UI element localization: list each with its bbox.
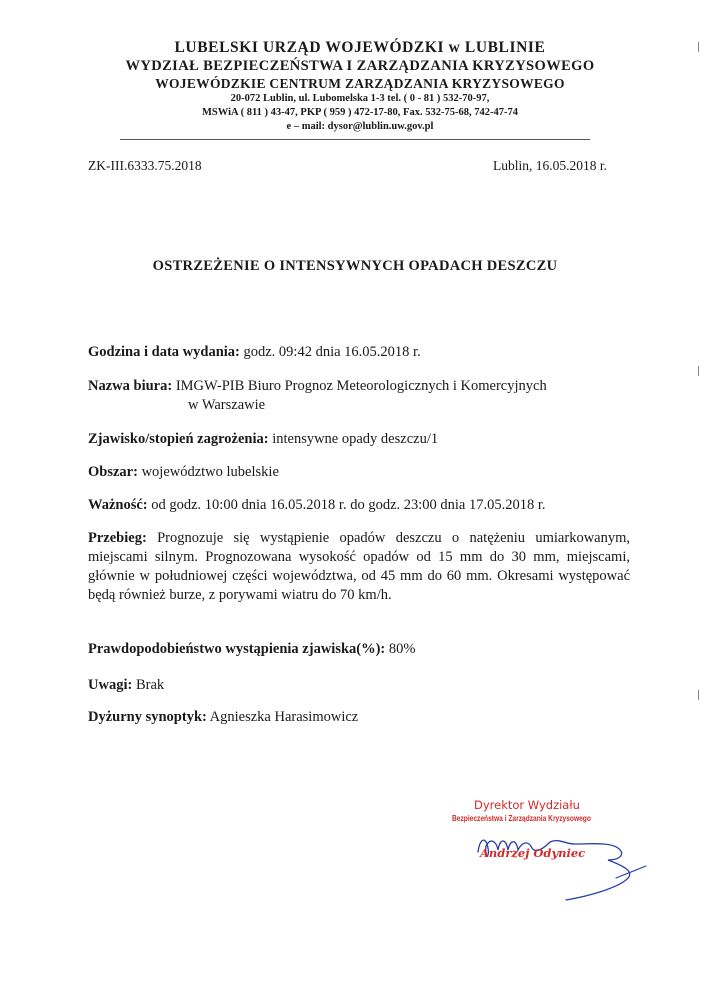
letterhead-department: WYDZIAŁ BEZPIECZEŃSTWA I ZARZĄDZANIA KRYZYSOWEGO [125,58,595,74]
letterhead-center: WOJEWÓDZKIE CENTRUM ZARZĄDZANIA KRYZYSOWEGO [155,76,565,91]
letterhead-phones: MSWiA ( 811 ) 43-47, PKP ( 959 ) 472-17-80, Fax. 532-75-68, 742-47-74 [202,107,518,118]
field-course [88,529,630,605]
field-value: intensywne opady deszczu/1 [272,431,439,447]
field-value: IMGW-PIB Biuro Prognoz Meteorologicznych i Komercyjnych [175,378,547,394]
field-label: Uwagi: [88,677,133,693]
stamp-name: Andrzej Odyniec [480,846,586,860]
field-value: Prognozuje się wystąpienie opadów deszczu o natężeniu umiarkowanym, miejscami silnym. Prognozowana wysokość opadów od 15 mm do 30 mm, miejscami, głównie w południowej części województwa, od 45 mm do 60 mm. Okresami występować będą również burze, z porywami wiatru do 70 km/h. [88,530,630,603]
letterhead [80,38,640,134]
letterhead-email: e – mail: dysor@lublin.uw.gov.pl [286,121,434,132]
reference-number: ZK-III.6333.75.2018 [88,158,202,173]
field-value: od godz. 10:00 dnia 16.05.2018 r. do godz. 23:00 dnia 17.05.2018 r. [151,497,546,513]
field-probability [88,640,630,659]
stamp-title: Dyrektor Wydziału [474,798,580,812]
field-value: Brak [135,677,165,693]
signature-stamp [440,798,660,898]
stamp-department: Bezpieczeństwa i Zarządzania Kryzysowego [452,813,591,823]
field-validity [88,496,630,515]
field-label: Godzina i data wydania: [88,344,240,360]
field-issue-time [88,343,630,362]
field-label: Zjawisko/stopień zagrożenia: [88,431,269,447]
field-label: Prawdopodobieństwo wystąpienia zjawiska(%): [88,641,386,657]
scan-edge-mark [698,690,699,700]
place-and-date: Lublin, 16.05.2018 r. [493,158,607,173]
field-label: Ważność: [88,497,148,513]
field-value: Agnieszka Harasimowicz [209,709,359,725]
field-label: Obszar: [88,464,138,480]
field-hazard [88,430,630,449]
letterhead-divider [120,139,590,140]
field-duty-forecaster [88,708,630,727]
field-area [88,463,630,482]
field-value-continuation: w Warszawie [188,397,266,413]
letterhead-address: 20-072 Lublin, ul. Lubomelska 1-3 tel. ( 0 - 81 ) 532-70-97, [230,93,490,104]
document-title: OSTRZEŻENIE O INTENSYWNYCH OPADACH DESZCZU [152,258,558,274]
field-label: Dyżurny synoptyk: [88,709,207,725]
letterhead-office-name: LUBELSKI URZĄD WOJEWÓDZKI w LUBLINIE [174,39,546,56]
scan-edge-mark [698,42,699,52]
field-value: 80% [388,641,416,657]
field-value: województwo lubelskie [141,464,279,480]
field-label: Przebieg: [88,530,147,546]
field-value: godz. 09:42 dnia 16.05.2018 r. [243,344,421,360]
field-label: Nazwa biura: [88,378,173,394]
field-remarks [88,676,630,695]
scan-edge-mark [698,366,699,376]
field-office [88,377,630,415]
